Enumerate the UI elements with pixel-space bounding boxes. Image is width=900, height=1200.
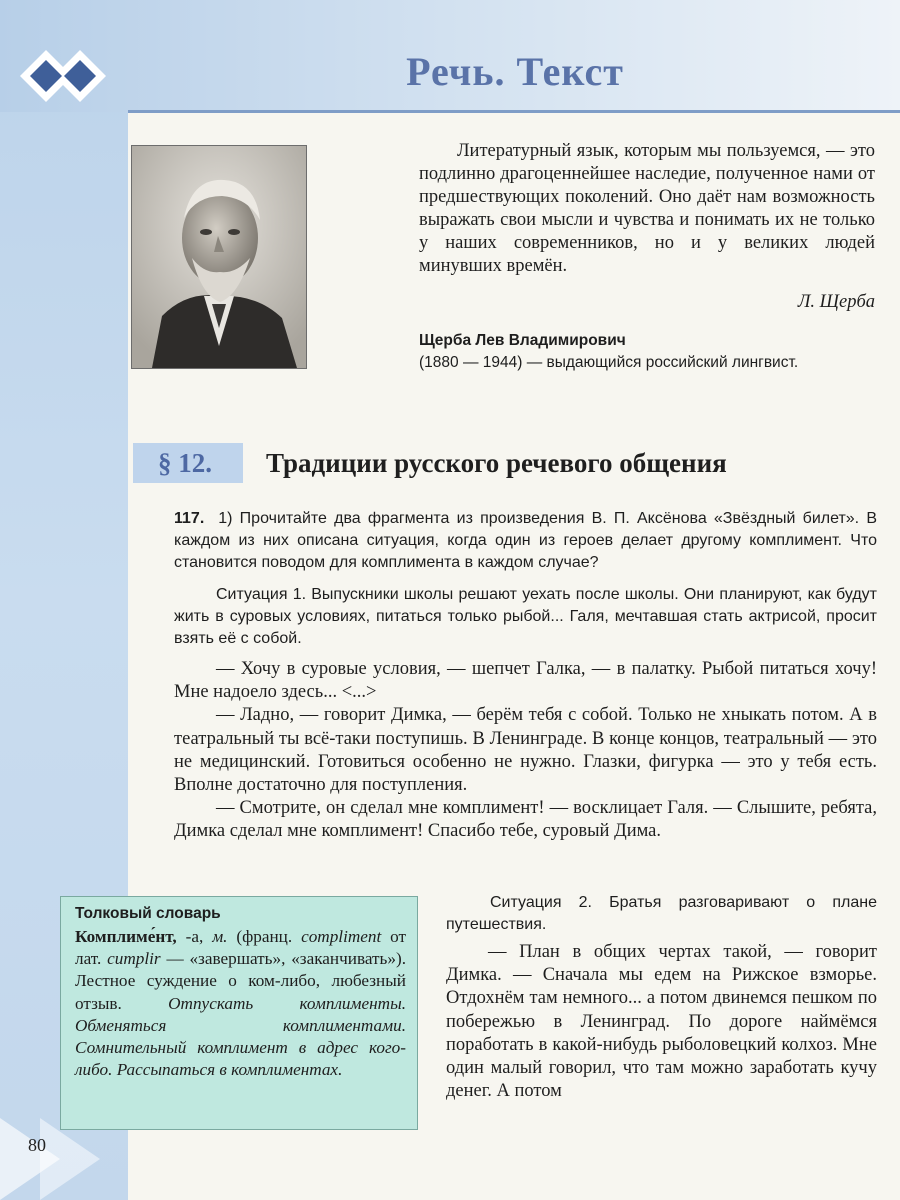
dictionary-entry <box>75 926 406 1081</box>
portrait-figure <box>132 146 306 368</box>
dictionary-box <box>60 896 418 1130</box>
header-rule <box>128 110 900 113</box>
situation-1-intro: Ситуация 1. Выпускники школы решают уехать после школы. Они планируют, как будут жить в суровых условиях, питаться только рыбой... Галя, мечтавшая стать актрисой, просит взять её с собой. <box>174 586 877 647</box>
epigraph-quote <box>419 140 875 278</box>
portrait-photo <box>131 145 307 369</box>
situation-2-intro: Ситуация 2. Братья разговаривают о плане путешествия. <box>446 894 877 933</box>
bio-name: Щерба Лев Владимирович <box>419 332 626 349</box>
dictionary-headword: Комплиме́нт, <box>75 927 177 946</box>
epigraph-text: Литературный язык, которым мы пользуемся, — это подлинно драгоценнейшее наследие, полученное нами от предшествующих поколений. Оно даёт нам возможность выражать свои мысли и чувства и понимать их не только у наших современников, но и у великих людей минувших времён. <box>419 141 875 276</box>
dictionary-etymology-open: (франц. <box>236 927 293 946</box>
dialog-line: — Ладно, — говорит Димка, — берём тебя с собой. Только не хныкать потом. А в театральный ты всё-таки поступишь. В Ленинграде. В конце концов, театральный — это не медицинский. Готовиться особенно не нужно. Глазки, фигурка — это у тебя есть. Вполне достаточно для поступления. <box>174 705 877 796</box>
dictionary-title: Толковый словарь <box>75 905 221 922</box>
situation-1-dialog <box>174 658 877 844</box>
page-number: 80 <box>28 1135 46 1155</box>
dictionary-definition: Лестное суждение о ком-либо, любезный отзыв. <box>75 971 406 1013</box>
dictionary-grammar: -а, <box>185 927 204 946</box>
diamond-ornament-icon <box>8 38 108 114</box>
situation-2-dialog <box>446 941 877 1103</box>
dictionary-etymology-mid: от лат. <box>75 927 407 969</box>
dictionary-gender: м. <box>212 927 228 946</box>
dictionary-examples: Отпускать комплименты. Обменяться комплиментами. Сомнительный комплимент в адрес кого-либо. Рассыпаться в комплиментах. <box>75 993 406 1080</box>
dictionary-latin-word: cumplir <box>107 949 161 969</box>
exercise-number: 117. <box>174 510 205 527</box>
section-title: Традиции русского речевого общения <box>266 448 727 478</box>
exercise-text: 1) Прочитайте два фрагмента из произведения В. П. Аксёнова «Звёздный билет». В каждом из них описана ситуация, когда один из героев делает другому комплимент. Что становится поводом для комплимента в каждом случае? <box>174 510 877 571</box>
dialog-line: — Хочу в суровые условия, — шепчет Галка, — в палатку. Рыбой питаться хочу! Мне надоело здесь... <...> <box>174 659 877 703</box>
dictionary-etymology-close: — «завершать», «заканчивать»). <box>166 949 407 969</box>
bio-description: (1880 — 1944) — выдающийся российский лингвист. <box>419 354 799 371</box>
page-corner-ornament-icon <box>0 1118 120 1200</box>
dialog-line: — План в общих чертах такой, — говорит Димка. — Сначала мы едем на Рижское взморье. Отдохнём там немного... а потом двинемся пешком по побережью в Ленинград. По дороге наймёмся поработать в какой-нибудь рыболовецкий колхоз. Мне один малый говорил, что там можно заработать кучу денег. А потом <box>446 942 877 1102</box>
exercise-117 <box>174 508 877 574</box>
epigraph-author: Л. Щерба <box>797 292 875 312</box>
section-number: § 12. <box>158 448 212 478</box>
dictionary-french-word: compliment <box>301 927 382 946</box>
chapter-title: Речь. Текст <box>406 49 624 94</box>
dialog-line: — Смотрите, он сделал мне комплимент! — восклицает Галя. — Слышите, ребята, Димка сделал мне комплимент! Спасибо тебе, суровый Дима. <box>174 798 877 842</box>
